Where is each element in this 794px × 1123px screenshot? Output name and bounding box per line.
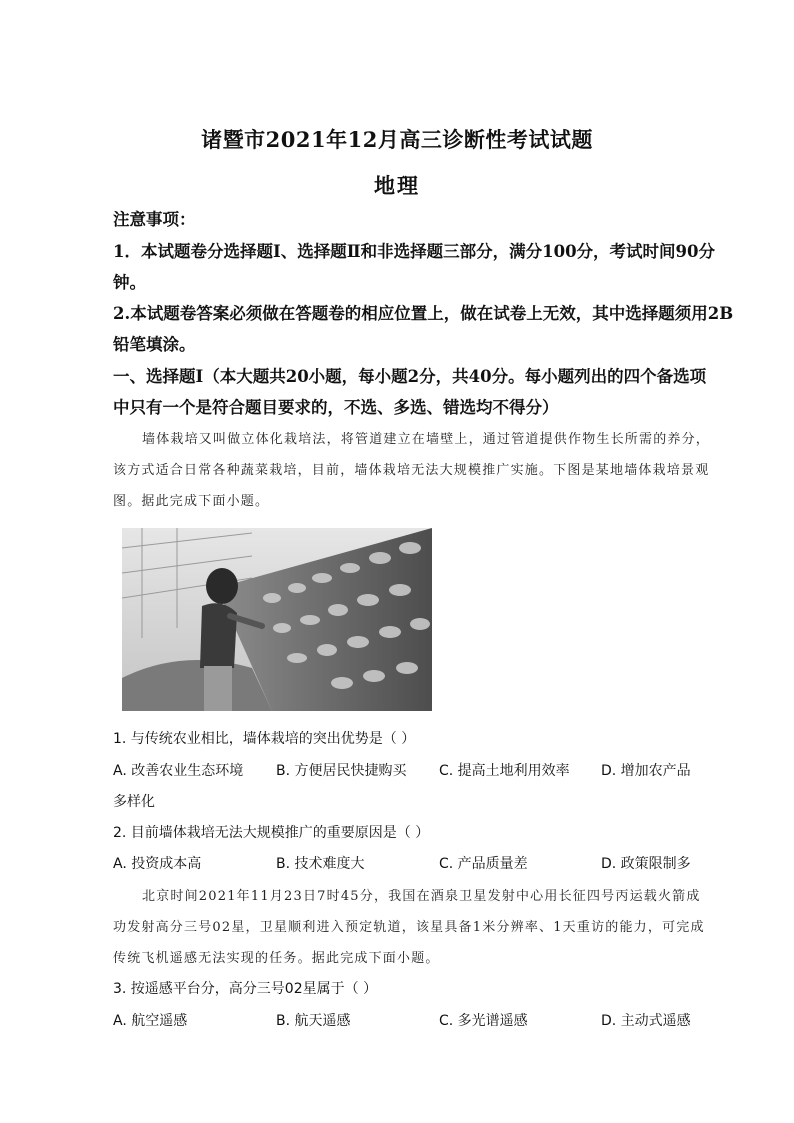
- question-3-option-d: D. 主动式遥感: [601, 1013, 691, 1029]
- wall-cultivation-illustration: [122, 528, 432, 711]
- passage-1-line-2: 该方式适合日常各种蔬菜栽培，目前，墙体栽培无法大规模推广实施。下图是某地墙体栽培景观: [113, 463, 710, 478]
- question-1-option-d: D. 增加农产品: [601, 763, 691, 779]
- passage-2-line-3: 传统飞机遥感无法实现的任务。据此完成下面小题。: [113, 951, 440, 966]
- section-1-heading: 一、选择题Ⅰ（本大题共20小题，每小题2分，共40分。每小题列出的四个备选项: [113, 367, 707, 386]
- question-2-option-d: D. 政策限制多: [601, 856, 691, 872]
- passage-1-line-1: 墙体栽培又叫做立体化栽培法，将管道建立在墙壁上，通过管道提供作物生长所需的养分，: [142, 432, 711, 447]
- question-2-option-a: A. 投资成本高: [113, 856, 202, 872]
- subject-title: 地理: [374, 173, 420, 198]
- passage-2-line-2: 功发射高分三号02星，卫星顺利进入预定轨道，该星具备1米分辨率、1天重访的能力，可完成: [113, 920, 705, 935]
- question-1-option-d-wrap: 多样化: [113, 794, 155, 810]
- passage-1-line-3: 图。据此完成下面小题。: [113, 494, 270, 509]
- question-3-option-a: A. 航空遥感: [113, 1013, 188, 1029]
- question-1-option-a: A. 改善农业生态环境: [113, 763, 244, 779]
- question-3-stem: 3. 按遥感平台分，高分三号02星属于（ ）: [113, 981, 378, 997]
- question-2-stem: 2. 目前墙体栽培无法大规模推广的重要原因是（ ）: [113, 825, 430, 841]
- wall-cultivation-photo: [122, 528, 432, 711]
- question-1-stem: 1. 与传统农业相比，墙体栽培的突出优势是（ ）: [113, 731, 416, 747]
- question-2-option-c: C. 产品质量差: [439, 856, 528, 872]
- notice-item-1: 1．本试题卷分选择题Ⅰ、选择题Ⅱ和非选择题三部分，满分100分，考试时间90分: [113, 242, 716, 261]
- question-2-option-b: B. 技术难度大: [276, 856, 365, 872]
- question-3-option-b: B. 航天遥感: [276, 1013, 351, 1029]
- notice-item-2-wrap: 铅笔填涂。: [113, 335, 196, 354]
- section-1-heading-wrap: 中只有一个是符合题目要求的，不选、多选、错选均不得分）: [113, 398, 559, 417]
- notice-heading: 注意事项：: [113, 210, 196, 229]
- exam-title: 诸暨市2021年12月高三诊断性考试试题: [201, 127, 593, 152]
- notice-item-2: 2.本试题卷答案必须做在答题卷的相应位置上，做在试卷上无效，其中选择题须用2B: [113, 304, 734, 323]
- question-1-option-b: B. 方便居民快捷购买: [276, 763, 407, 779]
- question-1-option-c: C. 提高土地利用效率: [439, 763, 570, 779]
- notice-item-1-wrap: 钟。: [113, 273, 146, 292]
- question-3-option-c: C. 多光谱遥感: [439, 1013, 528, 1029]
- passage-2-line-1: 北京时间2021年11月23日7时45分，我国在酒泉卫星发射中心用长征四号丙运载火箭成: [142, 889, 701, 904]
